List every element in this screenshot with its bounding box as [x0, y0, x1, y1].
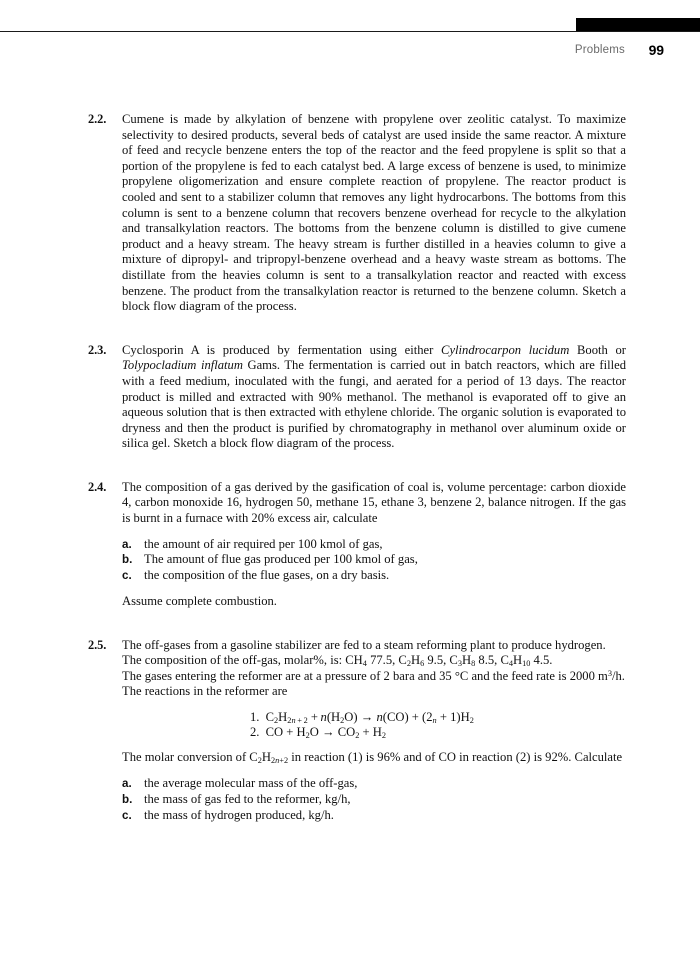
list-text: the mass of hydrogen produced, kg/h.: [144, 807, 334, 822]
problem-body: Cumene is made by alkylation of benzene with propylene over zeolitic catalyst. To maximize selectivity to desired products, several beds of catalyst are used inside the same reactor. A mixture of feed and recycle benzene enters the top of the reactor and the feed propylene is split so that a portion of the propylene is fed to each catalyst bed. A large excess of benzene is used, to minimize propylene oligomerization and ensure complete reaction of propylene. The reactor product is cooled and sent to a stabilizer column that removes any light hydrocarbons. The bottoms from this column is sent to a benzene column that recovers benzene overhead for recycle to the alkylation and transalkylation reactors. The bottoms from the benzene column is distilled to give cumene product and a heavy stream. The heavy stream is further distilled in a heavies column to give a mixture of dipropyl- and tripropyl-benzene overhead and a heavy waste stream as bottoms. The distillate from the heavies column is sent to a transalkylation reactor and reacted with excess benzene. The product from the transalkylation reactor is returned to the benzene column. Sketch a block flow diagram of the process.: [122, 112, 626, 314]
problem-line-4: The reactions in the reformer are: [122, 684, 288, 699]
problem-2-4: [88, 480, 626, 610]
problem-number: 2.2.: [88, 112, 107, 126]
species-name-1: Cylindrocarpon lucidum: [441, 342, 570, 357]
subscript: 4: [508, 659, 513, 669]
list-text: the mass of gas fed to the reformer, kg/h,: [144, 791, 351, 806]
variable-n: n: [320, 710, 327, 725]
subscript: 3: [457, 659, 462, 669]
header-black-marker: [576, 18, 700, 31]
page-header: [0, 0, 700, 78]
list-item: [122, 537, 626, 553]
equation-1: [122, 710, 626, 725]
subscript: 10: [522, 659, 531, 669]
problem-closing-note: Assume complete combustion.: [122, 594, 277, 609]
subscript: 2: [274, 716, 279, 726]
text-segment: Cyclosporin A is produced by fermentation using either: [122, 342, 442, 357]
list-item: [122, 568, 626, 584]
list-text: The amount of flue gas produced per 100 kmol of gas,: [144, 552, 418, 567]
sub-question-list: [122, 776, 626, 823]
problem-number: 2.4.: [88, 479, 107, 494]
subscript: 2: [381, 731, 387, 741]
subscript: 2: [340, 716, 345, 726]
equation-inner: 1. $C_2H_{2n + 2} + n(H_2O) \to n(CO) + (2_n + 1)H_2$: [250, 710, 474, 726]
list-item: [122, 552, 626, 568]
list-marker: a.: [122, 777, 132, 791]
equation-number: 1.: [250, 710, 260, 725]
list-text: the average molecular mass of the off-gas,: [144, 776, 358, 791]
spacer: [122, 527, 626, 537]
subscript: 2: [257, 756, 262, 766]
list-marker: a.: [122, 537, 132, 551]
equation-2: [122, 725, 626, 740]
list-marker: c.: [122, 808, 132, 822]
subscript: 2: [355, 731, 360, 741]
spacer: [122, 584, 626, 594]
spacer: [122, 740, 626, 750]
text-segment: Booth or: [569, 342, 626, 357]
subscript: 2: [406, 659, 411, 669]
subscript: 8: [471, 659, 476, 669]
variable-n: n: [376, 710, 383, 725]
sub-question-list: [122, 537, 626, 584]
problem-2-5: [88, 638, 626, 824]
conversion-statement: The molar conversion of $C_2H_{2n+2}$ in reaction (1) is 96% and of CO in reaction (2) is 92%. Calculate: [122, 750, 623, 766]
list-text: the composition of the flue gases, on a dry basis.: [144, 568, 390, 583]
problem-line-3: The gases entering the reformer are at a pressure of 2 bara and 35 °C and the feed rate is 2000 $m^3/h$.: [122, 668, 625, 683]
subscript: 2: [305, 731, 310, 741]
list-item: [122, 808, 626, 824]
spacer: [122, 766, 626, 776]
running-head-title: Problems: [574, 44, 625, 56]
species-name-2: Tolypocladium inflatum: [122, 358, 243, 373]
reaction-equations: [122, 710, 626, 740]
spacer: [122, 700, 626, 710]
problem-number: 2.5.: [88, 637, 107, 652]
list-marker: b.: [122, 792, 133, 806]
problem-line-2: The composition of the off-gas, molar%, is: $CH_4$ 77.5, $C_2H_6$ 9.5, $C_3H_8$ 8.5, $C_4H_{10}$ 4.5.: [122, 653, 553, 669]
subscript: n: [432, 716, 437, 726]
page-content: [88, 112, 626, 823]
equation-inner: 2. CO + $H_2O \to CO_2 + H_2$: [250, 725, 387, 741]
list-item: [122, 776, 626, 792]
subscript: 6: [420, 659, 425, 669]
subscript: 4: [362, 659, 367, 669]
list-text: the amount of air required per 100 kmol of gas,: [144, 536, 383, 551]
problem-2-3: [88, 343, 626, 452]
subscript: 2: [469, 716, 474, 726]
problem-intro: The composition of a gas derived by the gasification of coal is, volume percentage: carbon dioxide 4, carbon monoxide 16, hydrogen 50, methane 15, ethane 3, benzene 2, balance nitrogen. If the gas is burnt in a furnace with 20% excess air, calculate: [122, 479, 626, 526]
equation-number: 2.: [250, 725, 260, 740]
superscript: 3: [607, 668, 613, 678]
problem-line-1: The off-gases from a gasoline stabilizer are fed to a steam reforming plant to produce hydrogen.: [122, 637, 606, 652]
header-rule: [0, 31, 700, 32]
text-segment: Gams. The fermentation is carried out in batch reactors, which are filled with a feed medium, inoculated with the fungi, and aerated for a period of 13 days. The reactor product is milled and extracted with 90% methanol. The methanol is evaporated off to give an aqueous solution that is then extracted with ethylene chloride. The organic solution is evaporated to dryness and then the product is purified by chromatography in methanol over aluminum oxide or silica gel. Sketch a block flow diagram of the process.: [122, 358, 627, 451]
list-marker: c.: [122, 569, 132, 583]
problem-2-2: [88, 112, 626, 315]
list-item: [122, 792, 626, 808]
subscript: 2n + 2: [287, 716, 308, 726]
page-number: 99: [648, 42, 664, 58]
subscript: 2n+2: [270, 756, 289, 766]
problem-number: 2.3.: [88, 342, 107, 357]
list-marker: b.: [122, 553, 133, 567]
problem-body: [122, 343, 626, 452]
